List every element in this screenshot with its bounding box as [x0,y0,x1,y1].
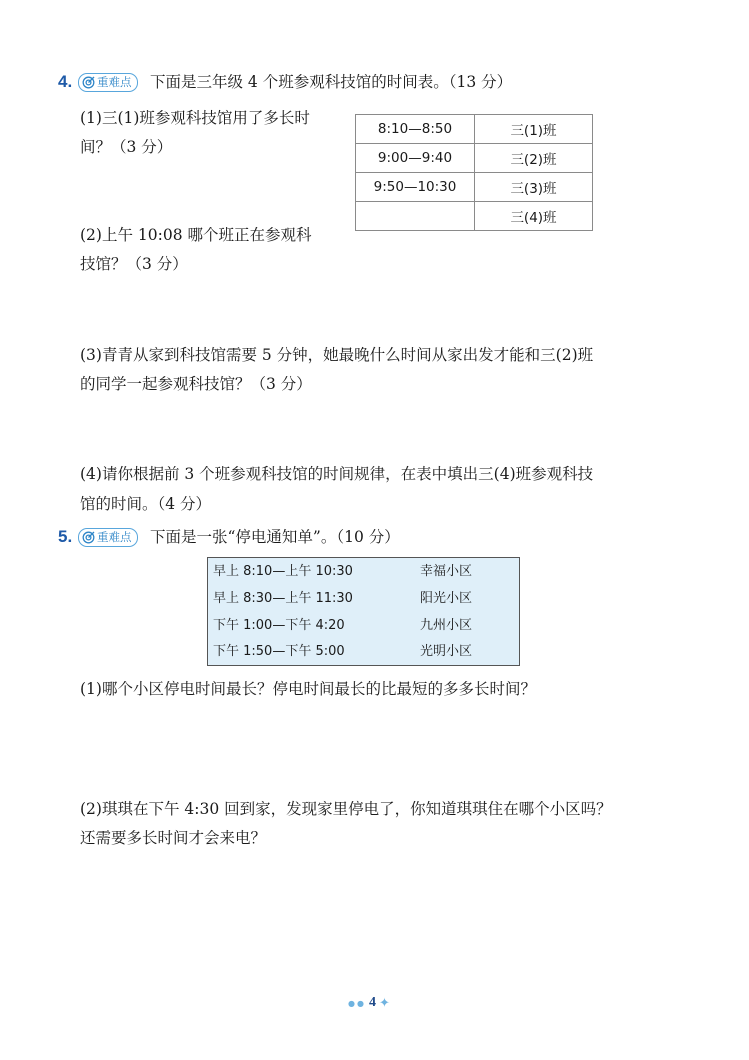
class-cell: 三(4)班 [475,202,593,231]
question-4-stem: 下面是三年级 4 个班参观科技馆的时间表。（13 分） [150,73,513,91]
notice-time: 早上 8:30—上午 11:30 [213,591,353,606]
q5-part2-line1: (2)琪琪在下午 4:30 回到家，发现家里停电了，你知道琪琪住在哪个小区吗？ [80,800,612,818]
q4-part3-line1: (3)青青从家到科技馆需要 5 分钟，她最晚什么时间从家出发才能和三(2)班 [80,346,594,364]
time-cell: 9:00—9:40 [356,144,475,173]
q4-part1-line1: (1)三(1)班参观科技馆用了多长时 [80,109,310,127]
notice-time: 早上 8:10—上午 10:30 [213,564,353,579]
time-cell: 8:10—8:50 [356,115,475,144]
notice-area: 光明小区 [420,644,473,659]
page-footer [348,994,390,1012]
power-outage-notice [207,557,520,666]
class-cell: 三(1)班 [475,115,593,144]
badge-label: 重难点 [97,530,132,544]
notice-area: 阳光小区 [420,591,473,606]
class-cell: 三(2)班 [475,144,593,173]
table-row [356,173,593,202]
key-point-badge [78,528,138,547]
q5-part2-line2: 还需要多长时间才会来电？ [80,829,267,847]
q4-part2-line1: (2)上午 10:08 哪个班正在参观科 [80,226,312,244]
question-4-number: 4. [58,72,73,91]
target-icon [82,76,95,89]
notice-area: 九州小区 [420,618,473,633]
q4-part3-line2: 的同学一起参观科技馆？（3 分） [80,375,312,393]
sparkle-icon: ✦ [378,995,390,1011]
table-row [356,202,593,231]
q5-part1: (1)哪个小区停电时间最长？停电时间最长的比最短的多多长时间？ [80,680,536,698]
q4-part2-line2: 技馆？（3 分） [80,255,188,273]
page-number: 4 [368,995,376,1010]
q4-part1-line2: 间？（3 分） [80,138,173,156]
time-cell-blank[interactable] [356,202,475,231]
table-row [356,115,593,144]
class-cell: 三(3)班 [475,173,593,202]
notice-time: 下午 1:00—下午 4:20 [213,618,345,633]
notice-area: 幸福小区 [420,564,473,579]
key-point-badge [78,73,138,92]
time-cell: 9:50—10:30 [356,173,475,202]
question-5-number: 5. [58,527,73,546]
q4-part4-line1: (4)请你根据前 3 个班参观科技馆的时间规律，在表中填出三(4)班参观科技 [80,465,594,483]
table-row [356,144,593,173]
q4-part4-line2: 馆的时间。（4 分） [80,495,212,513]
badge-label: 重难点 [97,75,132,89]
notice-time: 下午 1:50—下午 5:00 [213,644,345,659]
schedule-table [355,114,593,231]
dots-ornament-icon: ●● [348,998,366,1008]
question-5-stem: 下面是一张“停电通知单”。（10 分） [150,528,400,546]
target-icon [82,531,95,544]
